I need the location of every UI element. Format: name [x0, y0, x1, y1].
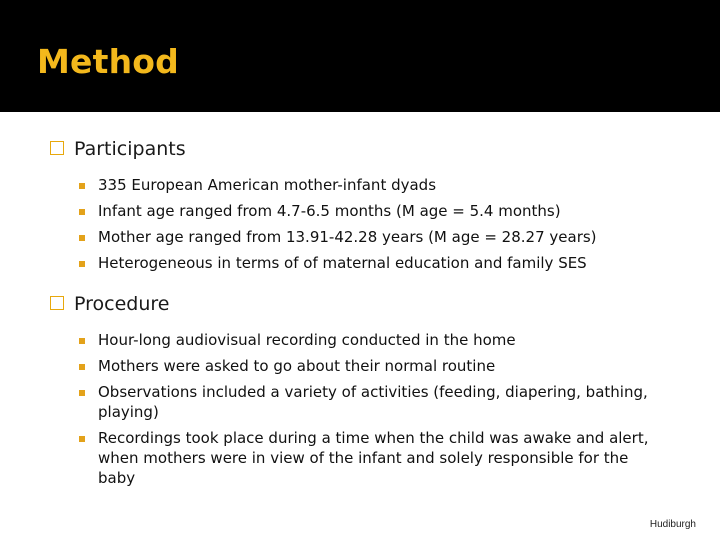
bullet-icon [79, 338, 85, 344]
bullet-text: Observations included a variety of activities (feeding, diapering, bathing, playing) [98, 383, 648, 421]
bullet-text: Infant age ranged from 4.7-6.5 months (M age = 5.4 months) [98, 202, 561, 220]
bullet-text: Recordings took place during a time when the child was awake and alert, when mothers were in view of the infant and solely responsible for the baby [98, 429, 649, 487]
list-item [50, 201, 658, 221]
bullet-icon [79, 436, 85, 442]
bullet-list [50, 175, 658, 273]
section-label: Procedure [74, 293, 170, 315]
list-item [50, 175, 658, 195]
slide-header [0, 0, 720, 112]
bullet-text: Mother age ranged from 13.91-42.28 years (M age = 28.27 years) [98, 228, 597, 246]
bullet-text: Heterogeneous in terms of of maternal education and family SES [98, 254, 587, 272]
bullet-text: Hour-long audiovisual recording conducted in the home [98, 331, 516, 349]
slide-title: Method [37, 42, 179, 81]
list-item [50, 227, 658, 247]
section-heading [50, 292, 658, 318]
bullet-icon [79, 364, 85, 370]
section-procedure [50, 292, 658, 494]
footer-credit: Hudiburgh [649, 519, 696, 530]
list-item [50, 330, 658, 350]
section-label: Participants [74, 138, 186, 160]
checkbox-icon [50, 296, 64, 310]
slide-body [0, 112, 720, 540]
bullet-icon [79, 209, 85, 215]
list-item [50, 253, 658, 273]
bullet-icon [79, 183, 85, 189]
bullet-text: Mothers were asked to go about their normal routine [98, 357, 496, 375]
list-item [50, 356, 658, 376]
list-item [50, 428, 658, 488]
section-heading [50, 137, 658, 163]
bullet-icon [79, 261, 85, 267]
bullet-list [50, 330, 658, 488]
list-item [50, 382, 658, 422]
bullet-icon [79, 390, 85, 396]
bullet-text: 335 European American mother-infant dyads [98, 176, 437, 194]
bullet-icon [79, 235, 85, 241]
checkbox-icon [50, 141, 64, 155]
section-participants [50, 137, 658, 279]
